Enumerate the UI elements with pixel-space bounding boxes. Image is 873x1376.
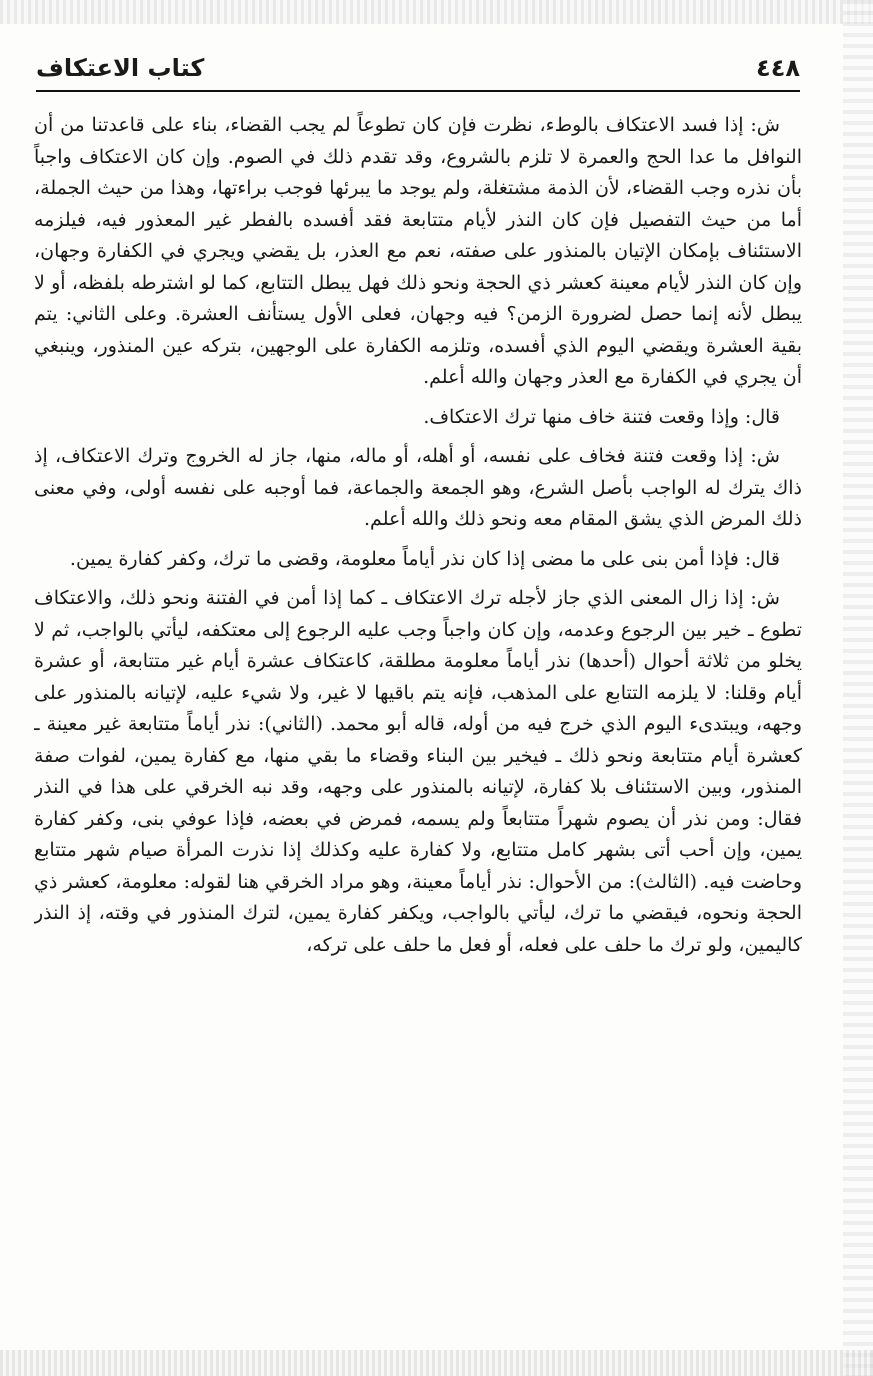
body-text [34, 110, 802, 1350]
paragraph-qala-amina: قال: فإذا أمن بنى على ما مضى إذا كان نذر أياماً معلومة، وقضى ما ترك، وكفر كفارة يمين. [69, 547, 780, 570]
paragraph-qala-fitna: قال: وإذا وقعت فتنة خاف منها ترك الاعتكاف. [423, 405, 780, 428]
scan-edge-right [843, 0, 873, 1376]
page-header [36, 44, 800, 92]
running-title: كتاب الاعتكاف [36, 54, 205, 82]
paragraph-sharh-fitna: ش: إذا وقعت فتنة فخاف على نفسه، أو أهله، أو ماله، منها، جاز له الخروج وترك الاعتكاف، إذ ذاك يترك له الواجب بأصل الشرع، وهو الجمعة والجماعة، فما أوجبه على نفسه أولى، وفي معنى ذلك المرض الذي يشق المقام معه ونحو ذلك والله أعلم. [34, 445, 802, 530]
scan-edge-bottom [0, 1350, 873, 1376]
scan-edge-top [0, 0, 873, 24]
paragraph-fasad-al-itikaf: ش: إذا فسد الاعتكاف بالوطء، نظرت فإن كان تطوعاً لم يجب القضاء، بناء على قاعدتنا من أن النوافل ما عدا الحج والعمرة لا تلزم بالشروع، وقد تقدم ذلك في الصوم. وإن كان الاعتكاف واجباً بأن نذره وجب القضاء، لأن الذمة مشتغلة، ولم يوجد ما يبرئها فوجب براءتها، وهذا من حيث الجملة، أما من حيث التفصيل فإن كان النذر لأيام متتابعة فقد أفسده بالفطر غير المعذور فيه، فيلزمه الاستئناف بإمكان الإتيان بالمنذور على صفته، نعم مع العذر، بل يقضي ويجري في الكفارة وجهان، وإن كان النذر لأيام معينة كعشر ذي الحجة ونحو ذلك فهل يبطل التتابع، كما لو اشترطه بلفظه، أو لا يبطل لأنه إنما حصل لضرورة الزمن؟ فيه وجهان، فعلى الأول يستأنف العشرة. وعلى الثاني: يتم بقية العشرة ويقضي اليوم الذي أفسده، وتلزمه الكفارة على الوجهين، بتركه عين المنذور، وينبغي أن يجري في الكفارة مع العذر وجهان والله أعلم. [34, 114, 802, 388]
paragraph-sharh-amina: ش: إذا زال المعنى الذي جاز لأجله ترك الاعتكاف ـ كما إذا أمن في الفتنة ونحو ذلك، والاعتكاف تطوع ـ خير بين الرجوع وعدمه، وإن كان واجباً وجب عليه الرجوع إلى معتكفه، ليأتي بالواجب، ثم لا يخلو من ثلاثة أحوال (أحدها) نذر أياماً معلومة مطلقة، كاعتكاف عشرة أيام غير متتابعة، أو عشرة أيام وقلنا: لا يلزمه التتابع على المذهب، فإنه يتم باقيها لا غير، ولا شيء عليه، لإتيانه بالمنذور على وجهه، ويبتدىء اليوم الذي خرج فيه من أوله، قاله أبو محمد. (الثاني): نذر أياماً متتابعة غير معينة ـ كعشرة أيام متتابعة ونحو ذلك ـ فيخير بين البناء وقضاء ما بقي منها، مع كفارة يمين، لفوات صفة المنذور، وبين الاستئناف بلا كفارة، لإتيانه بالمنذور على وجهه، وقد نبه الخرقي على هذا في النذر فقال: ومن نذر أن يصوم شهراً متتابعاً ولم يسمه، فمرض في بعضه، فإذا عوفي بنى، وكفر كفارة يمين، وإن أحب أتى بشهر كامل متتابع، ولا كفارة عليه وكذلك إذا نذرت المرأة صيام شهر متتابع وحاضت فيه. (الثالث): من الأحوال: نذر أياماً معينة، وهو مراد الخرقي هنا لقوله: معلومة، كعشر ذي الحجة ونحوه، فيقضي ما ترك، ليأتي بالواجب، ويكفر كفارة يمين، لترك المنذور في وقته، إذ النذر كاليمين، ولو ترك ما حلف على فعله، أو فعل ما حلف على تركه، [34, 587, 802, 956]
page-number: ٤٤٨ [756, 54, 800, 82]
